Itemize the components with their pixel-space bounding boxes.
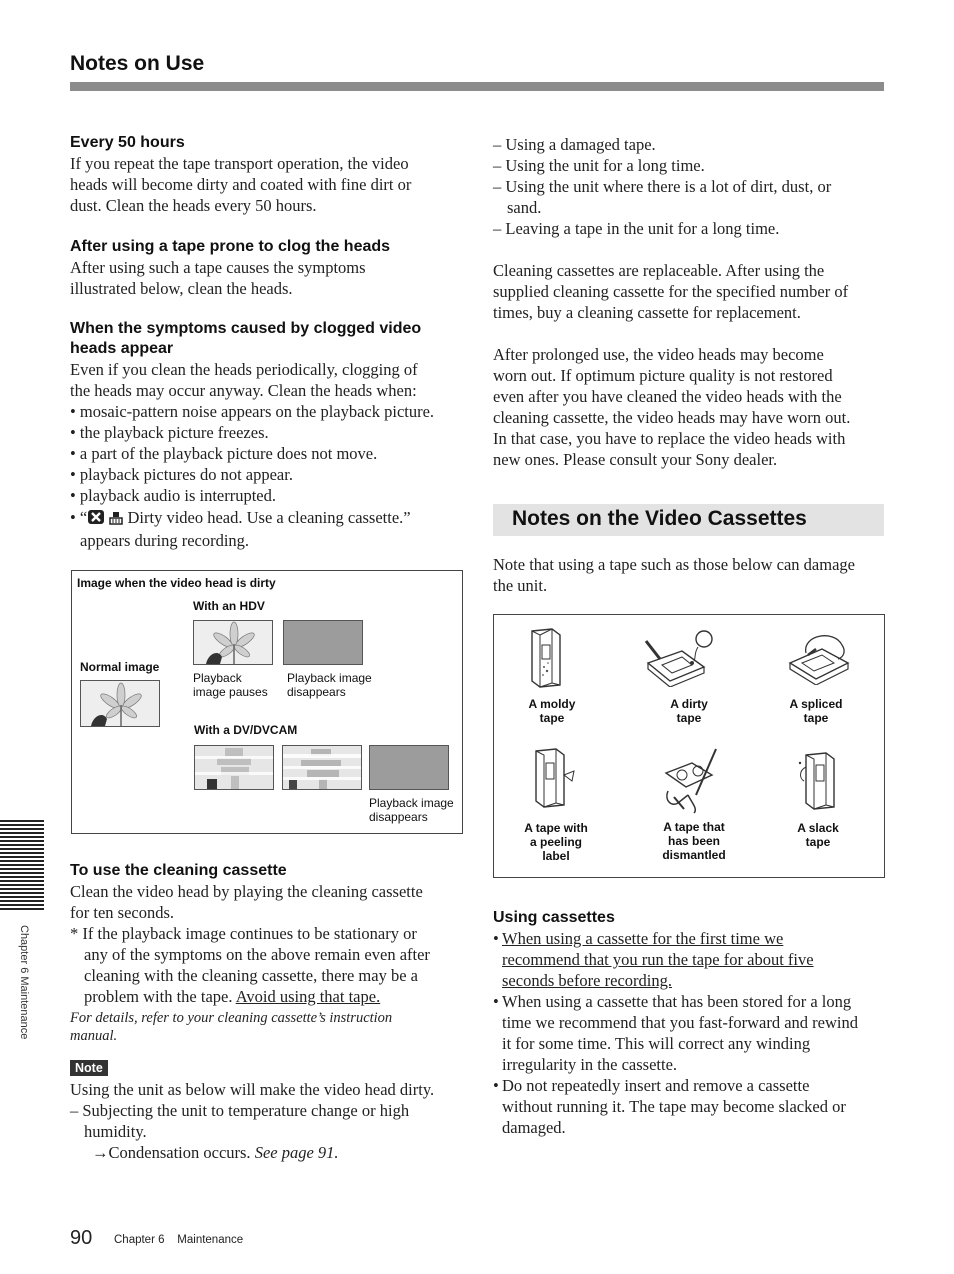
caption-dismantled: A tape that has been dismantled xyxy=(662,820,726,862)
using-bullet-1: • When using a cassette for the first time we recommend that you run the tape for about five seconds before recording. xyxy=(493,929,814,990)
cleaning-replace-para: Cleaning cassettes are replaceable. After using the supplied cleaning cassette for the specified number of times, buy a cleaning cassette for replacement. xyxy=(493,261,849,322)
heading-cleaning: To use the cleaning cassette xyxy=(70,862,287,879)
clog-text: After using such a tape causes the symptoms illustrated below, clean the heads. xyxy=(70,258,366,298)
cleaning-star-note: * If the playback image continues to be stationary or any of the symptoms on the above remain even after cleaning with the cleaning cassette, there may be a problem with the tape. Avoid using that tape. xyxy=(70,924,430,1006)
heading-every-50-hours: Every 50 hours xyxy=(70,134,185,151)
page-title: Notes on Use xyxy=(70,52,205,75)
using-bullet-3: • Do not repeatedly insert and remove a cassette without running it. The tape may become slacked or damaged. xyxy=(493,1076,846,1137)
hdv-pauses-caption: Playback image pauses xyxy=(193,671,268,699)
side-chapter-label: Chapter 6 Maintenance xyxy=(18,925,30,1040)
dv-disappears-caption: Playback image disappears xyxy=(369,796,454,824)
symptom-bullet: • a part of the playback picture does not move. xyxy=(70,444,378,463)
hdv-disappears-caption: Playback image disappears xyxy=(287,671,372,699)
dv-mosaic-image-1 xyxy=(194,745,274,790)
moldy-cassette-drawing xyxy=(528,627,564,694)
hdv-pause-image xyxy=(193,620,273,665)
using-bullet-2: • When using a cassette that has been stored for a long time we recommend that you fast-forward and rewind it for some time. This will correct any winding irregularity in the cassette. xyxy=(493,992,858,1074)
note-text: Using the unit as below will make the video head dirty. – Subjecting the unit to temperature change or high humidity. →Condensation occurs. See page 91. xyxy=(70,1080,435,1162)
caption-peeling: A tape with a peeling label xyxy=(524,821,588,863)
footer-chapter: Chapter 6 Maintenance xyxy=(114,1234,244,1246)
page-number: 90 xyxy=(70,1227,93,1249)
peeling-label-cassette-drawing xyxy=(532,747,578,814)
every50-text: If you repeat the tape transport operation, the video heads will become dirty and coated with fine dirt or dust. Clean the heads every 50 hours. xyxy=(70,154,412,215)
dismantled-cassette-drawing xyxy=(658,747,724,822)
dirty-cassette-drawing xyxy=(642,629,722,692)
using-cassettes-section xyxy=(493,908,888,1138)
note-dash-list: – Using a damaged tape. – Using the unit for a long time. – Using the unit where there is a lot of dirt, dust, or sand. – Leaving a tape in the unit for a long time. xyxy=(493,135,832,238)
dv-mosaic-image-2 xyxy=(282,745,362,790)
symptom-bullet: • mosaic-pattern noise appears on the playback picture. xyxy=(70,402,435,421)
figure-dv-label: With a DV/DVCAM xyxy=(194,723,298,737)
note-badge: Note xyxy=(70,1060,108,1076)
chapter-side-tab xyxy=(0,820,44,912)
right-column xyxy=(493,134,888,470)
symptom-bullet: • the playback picture freezes. xyxy=(70,423,269,442)
caption-spliced: A spliced tape xyxy=(789,697,843,725)
figure-hdv-label: With an HDV xyxy=(193,599,265,613)
symptom-bullet-warning: • “ Dirty video head. Use a cleaning cassette.” appears during recording. xyxy=(70,508,411,550)
heading-using-cassettes: Using cassettes xyxy=(493,909,615,926)
normal-image-flower xyxy=(80,680,160,727)
figure-normal-label: Normal image xyxy=(80,660,160,674)
arrow-icon: → xyxy=(92,1143,109,1162)
heading-clog: After using a tape prone to clog the heads xyxy=(70,238,391,255)
cassette-damage-figure xyxy=(493,614,885,878)
caption-dirty: A dirty tape xyxy=(670,697,708,725)
title-rule xyxy=(70,82,884,91)
cleaning-italic-note: For details, refer to your cleaning cassette’s instruction manual. xyxy=(70,1010,393,1044)
cleaning-section: To use the cleaning cassette Clean the video head by playing the cleaning cassette for ten seconds. * If the playback image continues to be stationary or any of the symptoms on the above remain even after cleaning with the cleaning cassette, there may be a problem with the tape. Avoid using that tape. For details, refer to your cleaning cassette’s instruction manual. Note Using the unit as below will make the video head dirty. – Subjecting the unit to temperature change or high humidity. →Condensation occurs. See page 91. xyxy=(70,861,468,1163)
slack-cassette-drawing xyxy=(796,749,842,816)
cassette-intro: Note that using a tape such as those below can damage the unit. xyxy=(493,555,855,595)
section-title-video-cassettes: Notes on the Video Cassettes xyxy=(512,507,807,530)
dv-disappear-image xyxy=(369,745,449,790)
symptom-bullet: • playback pictures do not appear. xyxy=(70,465,293,484)
dirty-head-figure xyxy=(71,570,463,834)
caption-moldy: A moldy tape xyxy=(528,697,576,725)
cassette-x-icon xyxy=(87,509,105,530)
symptoms-text: Even if you clean the heads periodically, clogging of the heads may occur anyway. Clean the heads when: • mosaic-pattern noise appears on the playback picture. • the playback picture freezes. • a part of the playback picture does not move. • playback pictures do not appear. • playback audio is interrupted. • “ Dirty video head. Use a cleaning cassette.” appears during recording. xyxy=(70,359,465,551)
left-column xyxy=(70,133,465,551)
caption-slack: A slack tape xyxy=(797,821,839,849)
figure-title: Image when the video head is dirty xyxy=(77,576,276,590)
worn-heads-para: After prolonged use, the video heads may become worn out. If optimum picture quality is not restored even after you have cleaned the video heads with the cleaning cassette, the video heads may have worn out. In that case, you have to replace the video heads with new ones. Please consult your Sony dealer. xyxy=(493,345,851,469)
spliced-cassette-drawing xyxy=(786,629,852,690)
heading-symptoms: When the symptoms caused by clogged video heads appear xyxy=(70,320,422,357)
hdv-disappear-image xyxy=(283,620,363,665)
symptom-bullet: • playback audio is interrupted. xyxy=(70,486,277,505)
head-clog-icon xyxy=(109,509,123,530)
